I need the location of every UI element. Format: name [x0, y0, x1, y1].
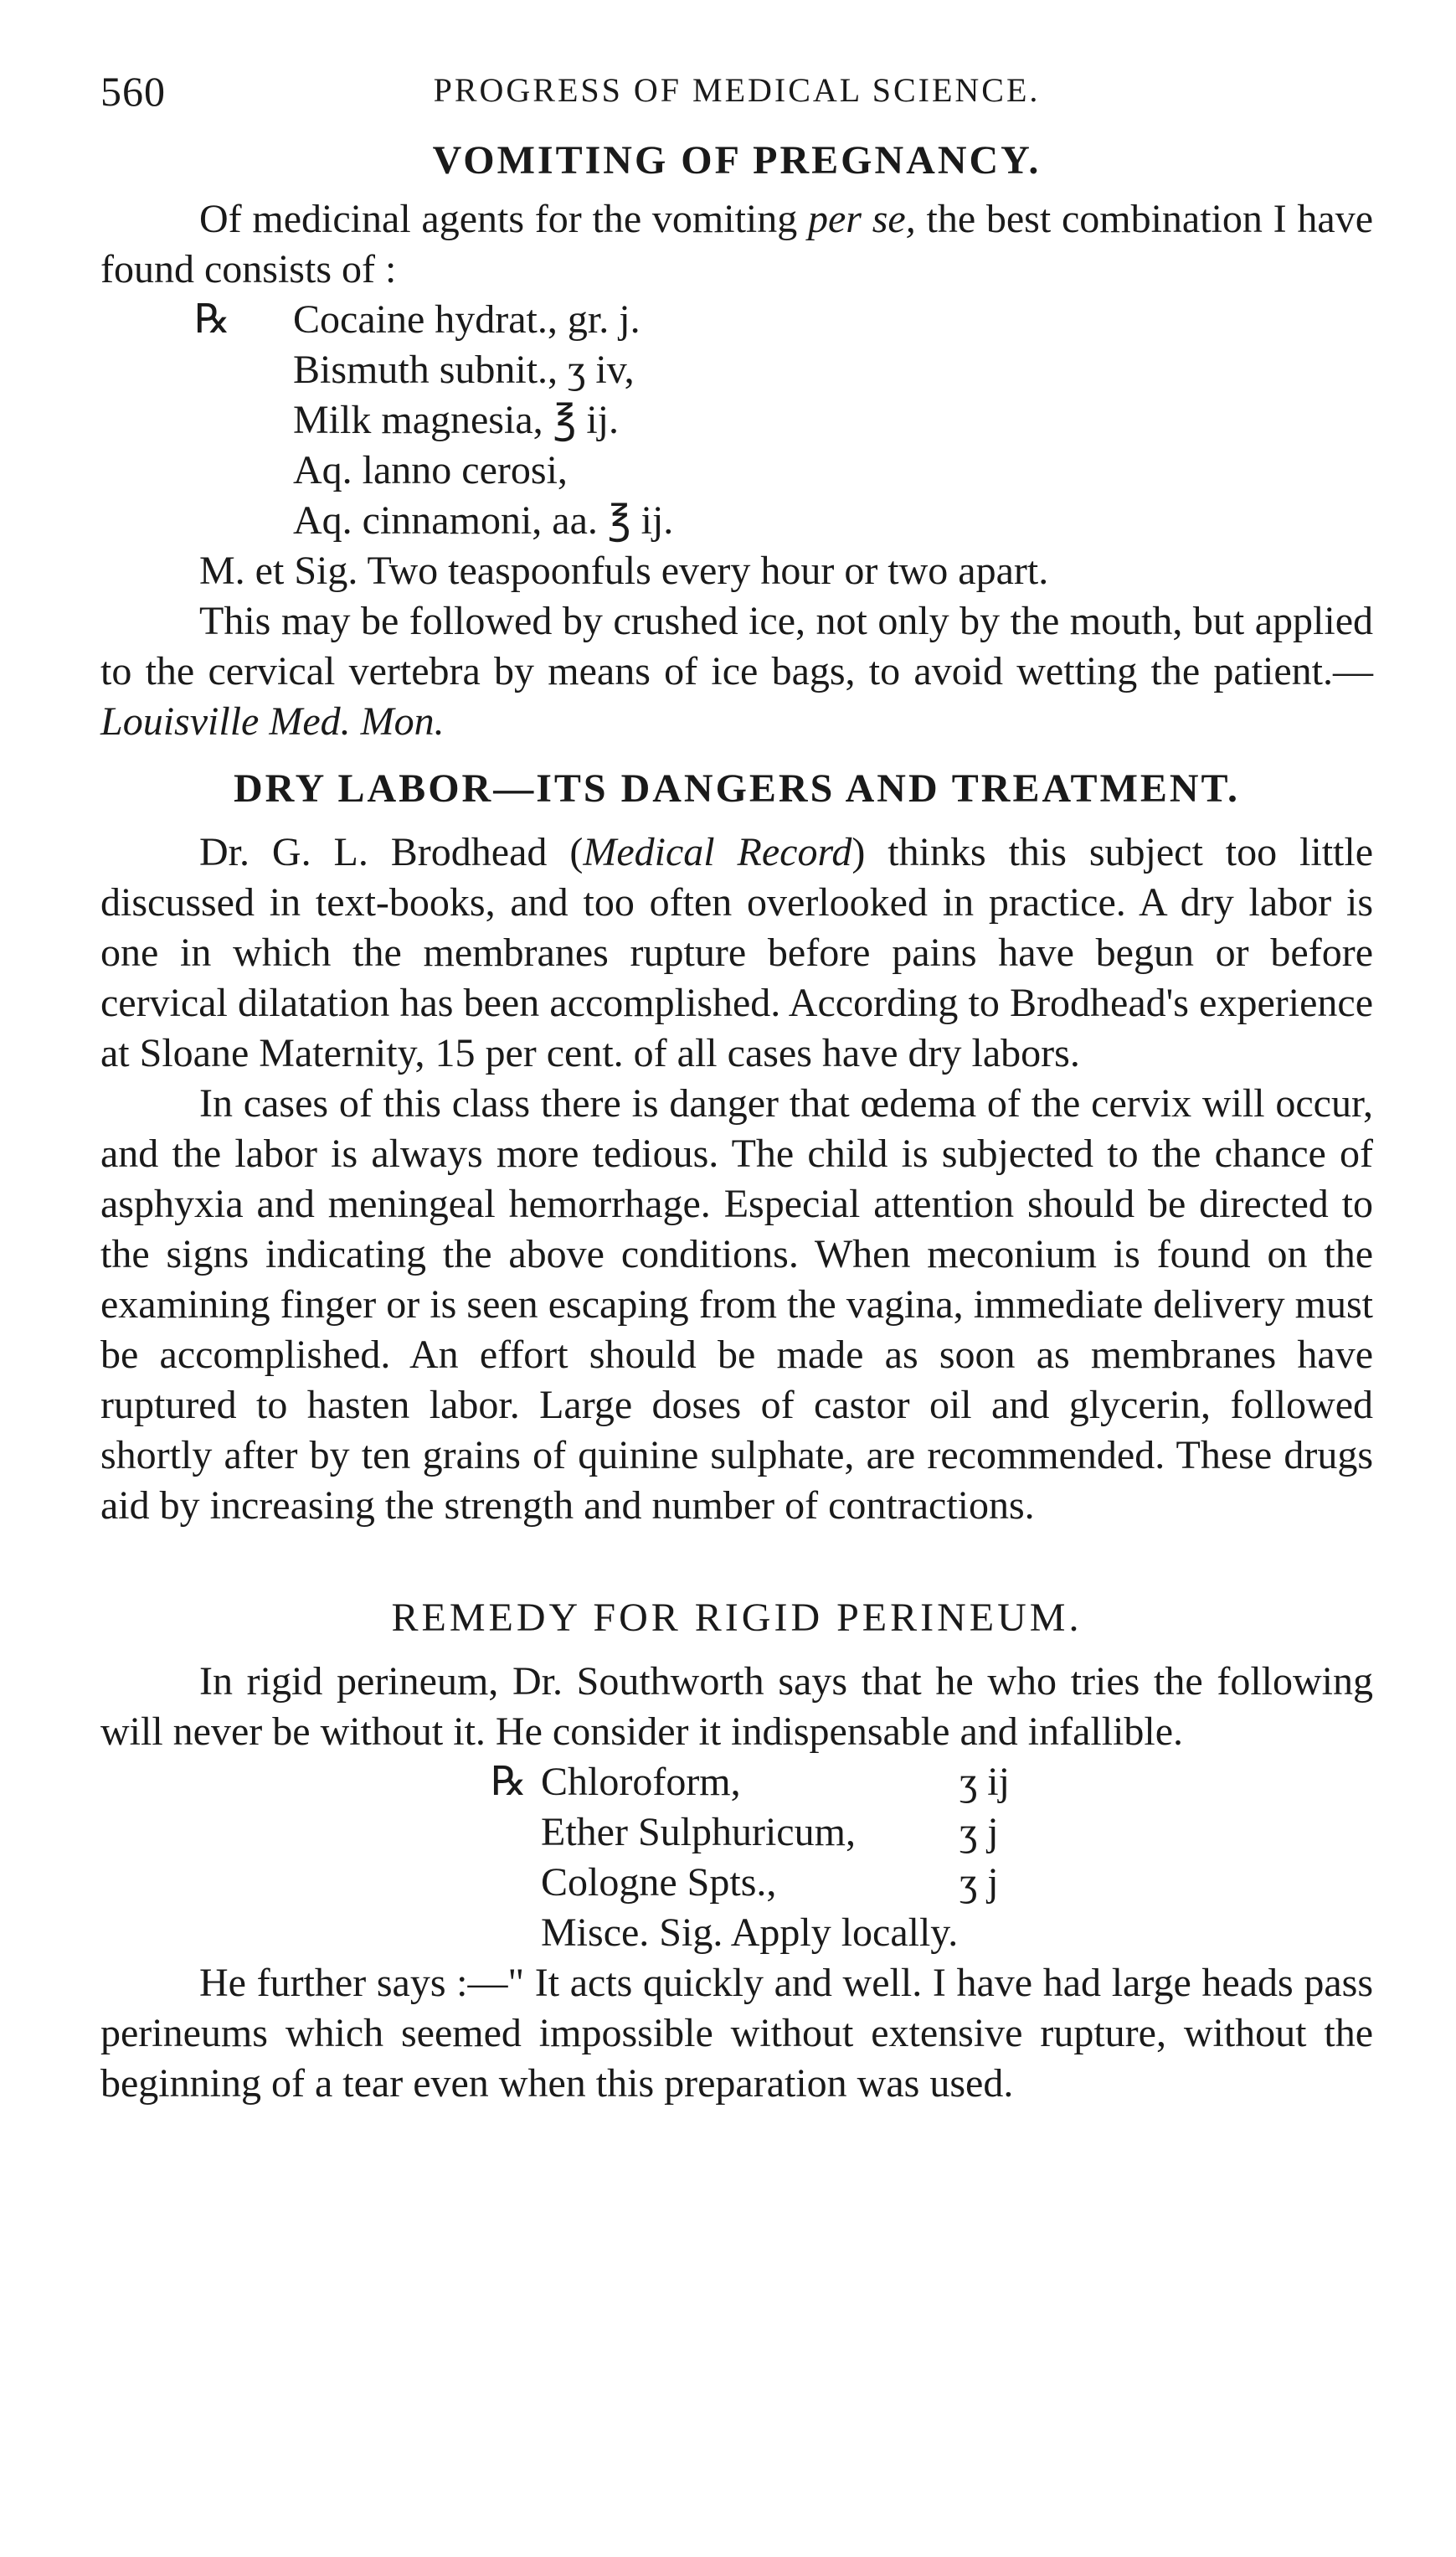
- prescription-row: [100, 1858, 1373, 1908]
- recipe-symbol: ℞: [194, 297, 231, 342]
- prescription-row: [100, 1908, 1373, 1958]
- prescription-line: Aq. cinnamoni, aa. ℥ ij.: [293, 498, 674, 543]
- page-number: 560: [100, 68, 166, 115]
- vomiting-paragraph-2: [100, 596, 1373, 747]
- intro-text-a: Of medicinal agents for the vomiting: [199, 197, 808, 241]
- vomiting-intro: [100, 194, 1373, 295]
- prescription-line: Milk magnesia, ℥ ij.: [293, 398, 620, 442]
- section-heading-rigid-perineum: REMEDY FOR RIGID PERINEUM.: [391, 1596, 1083, 1640]
- prescription-line: [100, 295, 1373, 345]
- prescription-line: Bismuth subnit., ʒ iv,: [293, 348, 635, 392]
- perineum-paragraph-1: In rigid perineum, Dr. Southworth says that he who tries the following will never be without it. He consider it indispensable and infallible.: [100, 1659, 1373, 1754]
- para-text: This may be followed by crushed ice, not only by the mouth, but applied to the cervical vertebra by means of ice bags, to avoid wetting the patient.—: [100, 599, 1373, 693]
- drug-name: Chloroform,: [541, 1760, 741, 1804]
- perineum-paragraph-2: He further says :—" It acts quickly and well. I have had large heads pass perineums which seemed impossible without extensive rupture, without the beginning of a tear even when this preparation was used.: [100, 1961, 1373, 2106]
- prescription-directions: Misce. Sig. Apply locally.: [541, 1910, 959, 1955]
- prescription-row: [100, 1807, 1373, 1858]
- running-title: PROGRESS OF MEDICAL SCIENCE.: [433, 71, 1041, 109]
- drug-quantity: ʒ j: [960, 1860, 999, 1905]
- rx-line-text: Cocaine hydrat., gr. j.: [293, 297, 641, 342]
- section-heading-vomiting: VOMITING OF PREGNANCY.: [432, 138, 1042, 183]
- section-heading-dry-labor: DRY LABOR—ITS DANGERS AND TREATMENT.: [233, 766, 1241, 811]
- prescription-line: Aq. lanno cerosi,: [293, 448, 568, 492]
- recipe-symbol: ℞: [491, 1760, 527, 1804]
- dry-labor-paragraph-1: [100, 827, 1373, 1079]
- citation: Louisville Med. Mon.: [100, 699, 445, 744]
- prescription-perineum: [100, 1757, 1373, 1958]
- vomiting-directions: [100, 546, 1373, 596]
- drug-name: Cologne Spts.,: [541, 1860, 777, 1905]
- drug-quantity: ʒ j: [960, 1810, 999, 1854]
- drug-name: Ether Sulphuricum,: [541, 1810, 856, 1854]
- journal-title: Medical Record: [583, 830, 852, 874]
- intro-italic: per se,: [808, 197, 916, 241]
- intro-text-b: the best combination I have found consists of :: [100, 197, 1374, 291]
- prescription-vomiting: [100, 295, 1373, 546]
- para-text-a: Dr. G. L. Brodhead (: [199, 830, 584, 874]
- directions-text: M. et Sig. Two teaspoonfuls every hour or two apart.: [199, 549, 1049, 593]
- para-text-b: ) thinks this subject too little discussed in text-books, and too often overlooked in practice. A dry labor is one in which the membranes rupture before pains have begun or before cervical dilatation has been accomplished. According to Brodhead's experience at Sloane Maternity, 15 per cent. of all cases have dry labors.: [100, 830, 1374, 1075]
- prescription-row: [100, 1757, 1373, 1807]
- dry-labor-paragraph-2: In cases of this class there is danger that œdema of the cervix will occur, and the labor is always more tedious. The child is subjected to the chance of asphyxia and meningeal hemorrhage. Especial attention should be directed to the signs indicating the above conditions. When meconium is found on the examining finger or is seen escaping from the vagina, immediate delivery must be accomplished. An effort should be made as soon as membranes have ruptured to hasten labor. Large doses of castor oil and glycerin, followed shortly after by ten grains of quinine sulphate, are recommended. These drugs aid by increasing the strength and number of contractions.: [100, 1081, 1373, 1528]
- drug-quantity: ʒ ij: [960, 1760, 1010, 1804]
- running-head: [100, 67, 1373, 126]
- book-page: [100, 67, 1373, 2109]
